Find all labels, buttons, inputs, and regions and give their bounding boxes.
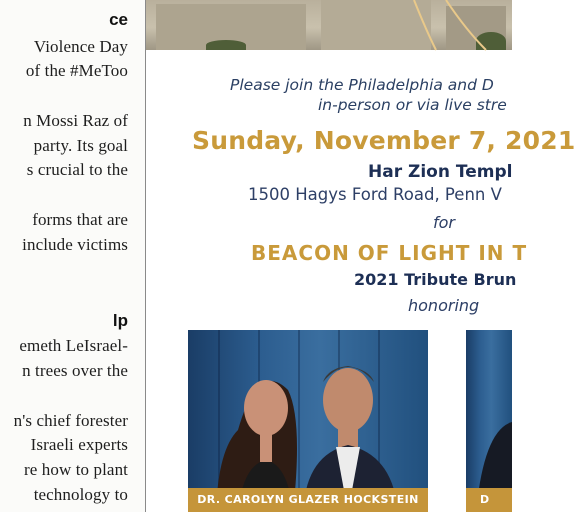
article-line: include victims: [22, 235, 128, 254]
article-line: party. Its goal: [33, 136, 128, 155]
article-line: Violence Day: [33, 37, 128, 56]
tribute-brunch-ad: [146, 0, 575, 512]
article-line: re how to plant: [24, 460, 128, 479]
event-date: Sunday, November 7, 2021: [192, 126, 575, 155]
honoree-2-name-banner: D: [466, 488, 512, 512]
honoree-portrait-illustration: [466, 330, 512, 512]
for-label: for: [433, 213, 455, 232]
honoree-photo-1: [188, 330, 428, 512]
article-subheading: ce: [109, 10, 128, 29]
invitation-line-2: in-person or via live stre: [318, 96, 507, 114]
building-photo: [146, 0, 512, 50]
article-line: technology to: [33, 485, 128, 504]
article-line: emeth LeIsrael-: [19, 336, 128, 355]
article-line: n Mossi Raz of: [23, 111, 128, 130]
invitation-line-1: Please join the Philadelphia and D: [230, 76, 494, 94]
article-line: Israeli experts: [30, 435, 128, 454]
decorative-light-rays: [146, 0, 512, 50]
article-line: n's chief forester: [13, 411, 128, 430]
article-line: s crucial to the: [26, 160, 128, 179]
article-line: of the #MeToo: [25, 61, 128, 80]
event-subtitle: 2021 Tribute Brun: [354, 270, 517, 289]
honoree-portrait-illustration: [188, 330, 428, 512]
article-subheading: lp: [112, 311, 128, 330]
newspaper-article-column: [0, 0, 145, 512]
venue-address: 1500 Hagys Ford Road, Penn V: [248, 185, 502, 204]
article-line: n trees over the: [22, 361, 128, 380]
honoring-label: honoring: [408, 296, 480, 315]
venue-name: Har Zion Templ: [368, 162, 513, 182]
honoree-1-name-banner: DR. CAROLYN GLAZER HOCKSTEIN: [188, 488, 428, 512]
event-title: BEACON OF LIGHT IN T: [251, 241, 528, 265]
article-line: forms that are: [32, 210, 128, 229]
honoree-photo-2: [466, 330, 512, 512]
